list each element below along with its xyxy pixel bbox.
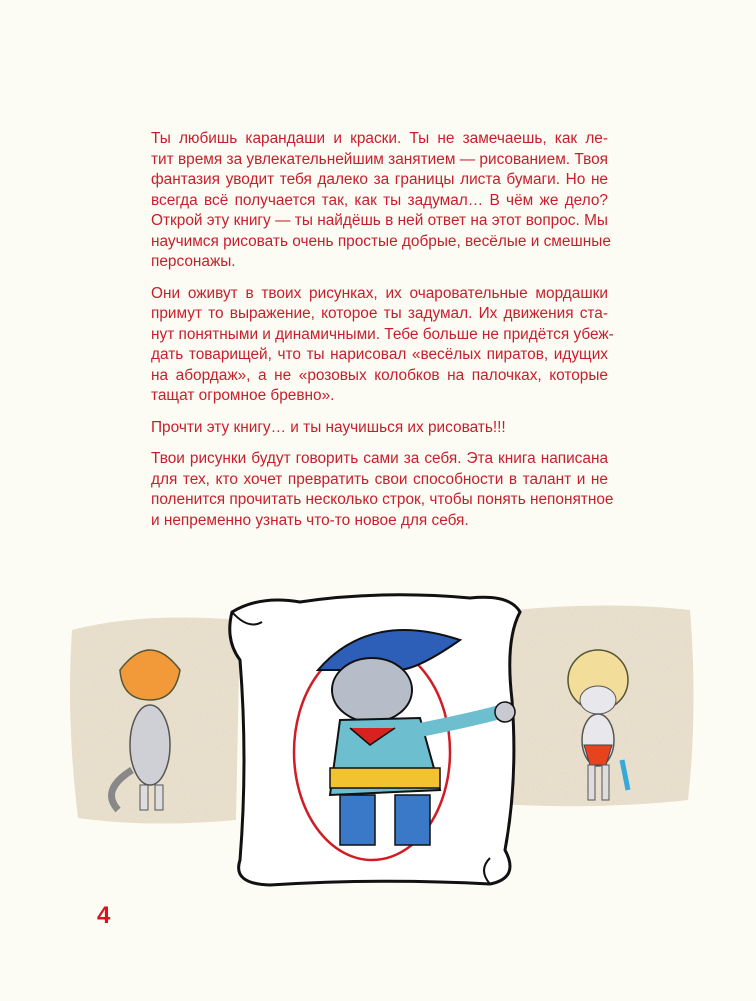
- text-line: всегда всё получается так, как ты задумал… В чём же дело?: [151, 191, 608, 209]
- text-line: и непременно узнать что-то новое для себя.: [151, 511, 469, 529]
- text-line: для тех, кто хочет превратить свои способности в талант и не: [151, 470, 608, 488]
- text-line: поленится прочитать несколько строк, чтобы понять непонятное: [151, 491, 614, 508]
- text-line: Ты любишь карандаши и краски. Ты не замечаешь, как ле-: [151, 130, 608, 147]
- text-line: нут понятными и динамичными. Тебе больше не придётся убеж-: [151, 325, 614, 343]
- text-line: научимся рисовать очень простые добрые, весёлые и смешные: [151, 232, 611, 250]
- text-line: тит время за увлекательнейшим занятием — рисованием. Твоя: [151, 150, 608, 168]
- text-line: Прочти эту книгу… и ты научишься их рисовать!!!: [151, 418, 506, 436]
- text-line: дать товарищей, что ты нарисовал «весёлых пиратов, идущих: [151, 346, 608, 363]
- text-line: Открой эту книгу — ты найдёшь в ней ответ на этот вопрос. Мы: [151, 212, 608, 229]
- text-line: Твои рисунки будут говорить сами за себя. Эта книга написана: [151, 450, 608, 467]
- text-line: примут то выражение, которое ты задумал. Их движения ста-: [151, 305, 608, 322]
- page-number: 4: [97, 902, 111, 929]
- text-line: персонажы.: [151, 253, 236, 270]
- text-line: на абордаж», а не «розовых колобков на палочках, которые: [151, 366, 608, 384]
- text-line: фантазия уводит тебя далеко за границы листа бумаги. Но не: [151, 171, 608, 188]
- text-line: Они оживут в твоих рисунках, их очаровательные мордашки: [151, 284, 608, 302]
- text-line: тащат огромное бревно».: [151, 387, 335, 404]
